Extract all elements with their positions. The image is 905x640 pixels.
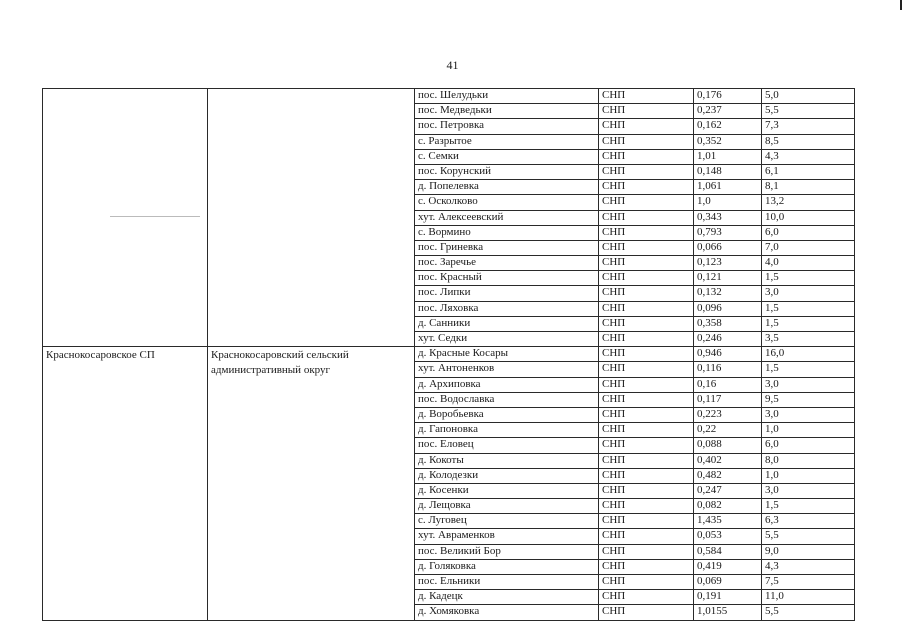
settlements-table-body: [43, 89, 855, 621]
type-cell: СНП: [599, 225, 694, 240]
distance-cell: 7,5: [762, 575, 855, 590]
distance-cell: 3,0: [762, 483, 855, 498]
area-cell: 0,148: [694, 164, 762, 179]
distance-cell: 8,5: [762, 134, 855, 149]
area-cell: 0,176: [694, 89, 762, 104]
distance-cell: 8,0: [762, 453, 855, 468]
distance-cell: 9,0: [762, 544, 855, 559]
settlement-cell: с. Вормино: [415, 225, 599, 240]
type-cell: СНП: [599, 438, 694, 453]
distance-cell: 6,0: [762, 438, 855, 453]
settlement-cell: с. Семки: [415, 149, 599, 164]
district-cell: Краснокосаровское СП: [43, 347, 208, 620]
settlement-cell: хут. Алексеевский: [415, 210, 599, 225]
settlement-cell: пос. Липки: [415, 286, 599, 301]
settlement-cell: с. Разрытое: [415, 134, 599, 149]
settlement-cell: д. Санники: [415, 316, 599, 331]
area-cell: 0,482: [694, 468, 762, 483]
area-cell: 0,088: [694, 438, 762, 453]
area-cell: 0,237: [694, 104, 762, 119]
area-cell: 0,191: [694, 590, 762, 605]
type-cell: СНП: [599, 89, 694, 104]
type-cell: СНП: [599, 514, 694, 529]
settlement-cell: хут. Седки: [415, 332, 599, 347]
settlement-cell: пос. Красный: [415, 271, 599, 286]
area-cell: 0,096: [694, 301, 762, 316]
settlement-cell: д. Лещовка: [415, 499, 599, 514]
distance-cell: 6,0: [762, 225, 855, 240]
distance-cell: 3,0: [762, 407, 855, 422]
settlement-cell: д. Попелевка: [415, 180, 599, 195]
distance-cell: 5,0: [762, 89, 855, 104]
type-cell: СНП: [599, 362, 694, 377]
area-cell: 0,343: [694, 210, 762, 225]
type-cell: СНП: [599, 301, 694, 316]
settlement-cell: д. Красные Косары: [415, 347, 599, 362]
settlement-cell: д. Косенки: [415, 483, 599, 498]
area-cell: 0,22: [694, 423, 762, 438]
type-cell: СНП: [599, 119, 694, 134]
distance-cell: 5,5: [762, 104, 855, 119]
type-cell: СНП: [599, 256, 694, 271]
distance-cell: 5,5: [762, 529, 855, 544]
settlement-cell: д. Кадецк: [415, 590, 599, 605]
area-cell: 0,053: [694, 529, 762, 544]
type-cell: СНП: [599, 559, 694, 574]
settlement-cell: пос. Заречье: [415, 256, 599, 271]
settlement-cell: пос. Медведьки: [415, 104, 599, 119]
type-cell: СНП: [599, 544, 694, 559]
type-cell: СНП: [599, 392, 694, 407]
area-cell: 0,16: [694, 377, 762, 392]
page-number: 41: [446, 58, 459, 72]
type-cell: СНП: [599, 423, 694, 438]
distance-cell: 7,0: [762, 240, 855, 255]
distance-cell: 5,5: [762, 605, 855, 620]
area-cell: 0,117: [694, 392, 762, 407]
distance-cell: 1,5: [762, 499, 855, 514]
area-cell: 0,352: [694, 134, 762, 149]
type-cell: СНП: [599, 271, 694, 286]
distance-cell: 4,3: [762, 559, 855, 574]
type-cell: СНП: [599, 407, 694, 422]
type-cell: СНП: [599, 316, 694, 331]
settlement-cell: д. Архиповка: [415, 377, 599, 392]
distance-cell: 11,0: [762, 590, 855, 605]
scan-edge-mark: [900, 0, 902, 10]
distance-cell: 4,3: [762, 149, 855, 164]
area-cell: 0,247: [694, 483, 762, 498]
distance-cell: 1,5: [762, 301, 855, 316]
type-cell: СНП: [599, 453, 694, 468]
area-cell: 0,246: [694, 332, 762, 347]
distance-cell: 3,0: [762, 377, 855, 392]
settlement-cell: пос. Ельники: [415, 575, 599, 590]
type-cell: СНП: [599, 240, 694, 255]
settlement-cell: д. Колодезки: [415, 468, 599, 483]
area-cell: 1,061: [694, 180, 762, 195]
type-cell: СНП: [599, 499, 694, 514]
distance-cell: 1,5: [762, 271, 855, 286]
settlement-cell: хут. Авраменков: [415, 529, 599, 544]
distance-cell: 16,0: [762, 347, 855, 362]
type-cell: СНП: [599, 164, 694, 179]
area-cell: 1,0: [694, 195, 762, 210]
distance-cell: 1,0: [762, 423, 855, 438]
area-cell: 0,584: [694, 544, 762, 559]
settlement-cell: пос. Водославка: [415, 392, 599, 407]
area-cell: 0,419: [694, 559, 762, 574]
area-cell: 0,132: [694, 286, 762, 301]
area-cell: 0,116: [694, 362, 762, 377]
district-cell: [43, 89, 208, 347]
settlement-cell: с. Осколково: [415, 195, 599, 210]
area-cell: 0,358: [694, 316, 762, 331]
distance-cell: 3,0: [762, 286, 855, 301]
type-cell: СНП: [599, 149, 694, 164]
type-cell: СНП: [599, 210, 694, 225]
distance-cell: 10,0: [762, 210, 855, 225]
area-cell: 1,0155: [694, 605, 762, 620]
settlement-cell: д. Кокоты: [415, 453, 599, 468]
area-cell: 0,402: [694, 453, 762, 468]
type-cell: СНП: [599, 286, 694, 301]
area-cell: 0,946: [694, 347, 762, 362]
type-cell: СНП: [599, 468, 694, 483]
type-cell: СНП: [599, 575, 694, 590]
type-cell: СНП: [599, 180, 694, 195]
type-cell: СНП: [599, 590, 694, 605]
settlement-cell: пос. Петровка: [415, 119, 599, 134]
settlements-table: [42, 88, 855, 621]
distance-cell: 9,5: [762, 392, 855, 407]
area-cell: 1,01: [694, 149, 762, 164]
settlement-cell: с. Луговец: [415, 514, 599, 529]
distance-cell: 4,0: [762, 256, 855, 271]
area-cell: 0,123: [694, 256, 762, 271]
settlement-cell: д. Голяковка: [415, 559, 599, 574]
area-cell: 1,435: [694, 514, 762, 529]
area-cell: 0,793: [694, 225, 762, 240]
distance-cell: 1,5: [762, 316, 855, 331]
distance-cell: 13,2: [762, 195, 855, 210]
settlement-cell: д. Гапоновка: [415, 423, 599, 438]
type-cell: СНП: [599, 483, 694, 498]
distance-cell: 6,3: [762, 514, 855, 529]
type-cell: СНП: [599, 195, 694, 210]
area-cell: 0,162: [694, 119, 762, 134]
admin-area-cell: Краснокосаровский сельский административный округ: [208, 347, 415, 620]
type-cell: СНП: [599, 605, 694, 620]
type-cell: СНП: [599, 377, 694, 392]
settlement-cell: д. Хомяковка: [415, 605, 599, 620]
type-cell: СНП: [599, 104, 694, 119]
area-cell: 0,223: [694, 407, 762, 422]
settlement-cell: пос. Еловец: [415, 438, 599, 453]
settlement-cell: пос. Великий Бор: [415, 544, 599, 559]
settlement-cell: пос. Корунский: [415, 164, 599, 179]
area-cell: 0,121: [694, 271, 762, 286]
admin-area-cell: [208, 89, 415, 347]
settlement-cell: д. Воробьевка: [415, 407, 599, 422]
settlement-cell: пос. Гриневка: [415, 240, 599, 255]
table-row: [43, 89, 855, 104]
settlement-cell: пос. Шелудьки: [415, 89, 599, 104]
type-cell: СНП: [599, 347, 694, 362]
settlement-cell: пос. Ляховка: [415, 301, 599, 316]
area-cell: 0,066: [694, 240, 762, 255]
table-row: [43, 347, 855, 362]
distance-cell: 1,5: [762, 362, 855, 377]
type-cell: СНП: [599, 529, 694, 544]
type-cell: СНП: [599, 134, 694, 149]
distance-cell: 1,0: [762, 468, 855, 483]
distance-cell: 8,1: [762, 180, 855, 195]
area-cell: 0,082: [694, 499, 762, 514]
distance-cell: 7,3: [762, 119, 855, 134]
area-cell: 0,069: [694, 575, 762, 590]
distance-cell: 3,5: [762, 332, 855, 347]
settlement-cell: хут. Антоненков: [415, 362, 599, 377]
distance-cell: 6,1: [762, 164, 855, 179]
type-cell: СНП: [599, 332, 694, 347]
